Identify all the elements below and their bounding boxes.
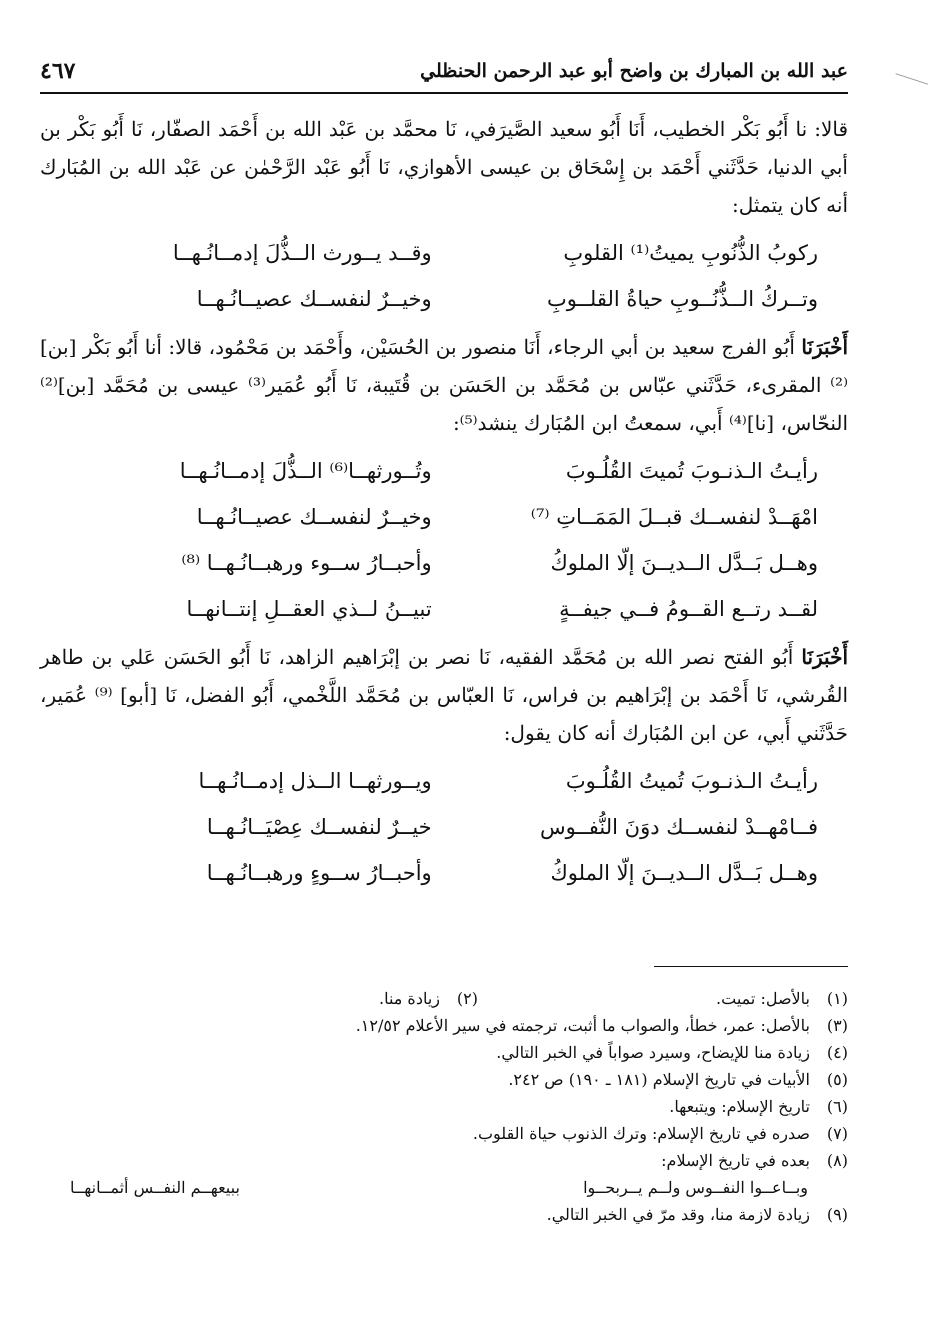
- footnotes: [40, 985, 848, 1228]
- verse: [40, 276, 848, 322]
- verse: [40, 448, 848, 494]
- akhbarana-keyword: أَخْبَرَنَا: [801, 645, 848, 669]
- footnote-number: (٥): [826, 1070, 848, 1089]
- footnote-1: [478, 985, 848, 1012]
- footnote-text: صدره في تاريخ الإسلام: وترك الذنوب حياة القلوب.: [472, 1124, 810, 1143]
- verse-second-hemistich: وخيــرٌ لنفســك عصيــانُـهــا: [196, 505, 432, 529]
- footnote-2: [379, 985, 478, 1012]
- verse-first-hemistich: ركوبُ الذُّنُوبِ يميتُ⁽¹⁾ القلوبِ: [563, 241, 818, 265]
- verse: [40, 850, 848, 896]
- footnote-9: [40, 1201, 848, 1228]
- paragraph-2-text: أَبُو الفرج سعيد بن أبي الرجاء، أَنَا منصور بن الحُسَيْن، وأَحْمَد بن مَحْمُود، قالا: أنا أَبُو بَكْر [بن]⁽²⁾ المقرىء، حَدَّثَني عبّاس بن مُحَمَّد بن الحَسَن بن قُتَيبة، نَا أَبُو عُمَير⁽³⁾ عيسى بن مُحَمَّد [بن]⁽²⁾ النحّاس، [نا]⁽⁴⁾ أَبي، سمعتُ ابن المُبَارك ينشد⁽⁵⁾:: [40, 335, 848, 435]
- verse-second-hemistich: وقــد يــورث الــذُّلَ إدمــانُـهــا: [172, 241, 432, 265]
- poem-2: [40, 448, 848, 632]
- verse-first-hemistich: امْهَــدْ لنفســك قبــلَ المَمَــاتِ ⁽⁷⁾: [530, 505, 818, 529]
- paragraph-3-text: أَبُو الفتح نصر الله بن مُحَمَّد الفقيه، نَا نصر بن إبْرَاهيم الزاهد، نَا أَبُو الحَسَن عَلي بن طاهر القُرشي، نَا أَحْمَد بن إبْرَاهيم بن فراس، نَا العبّاس بن مُحَمَّد اللَّخْمي، أَبُو الفضل، نَا [أبو] ⁽⁹⁾ عُمَير، حَدَّثَني أَبي، عن ابن المُبَارك أنه كان يقول:: [40, 645, 848, 745]
- verse-first-hemistich: وبــاعــوا النفــوس ولــم يــربحــوا: [583, 1178, 808, 1197]
- footnote-text: الأبيات في تاريخ الإسلام (١٨١ ـ ١٩٠) ص ٢٤٢.: [508, 1070, 810, 1089]
- paragraph-2: [40, 328, 848, 442]
- footnote-text: زيادة منا للإيضاح، وسيرد صواباً في الخبر التالي.: [496, 1043, 810, 1062]
- footnote-number: (٤): [826, 1043, 848, 1062]
- main-text: [40, 110, 848, 902]
- verse-second-hemistich: ويــورثهــا الــذل إدمــانُـهــا: [198, 769, 432, 793]
- margin-mark: [890, 73, 928, 102]
- verse-second-hemistich: وأحبــارُ ســوء ورهبــانُـهــا ⁽⁸⁾: [181, 551, 432, 575]
- footnote-7: [40, 1120, 848, 1147]
- poem-1: [40, 230, 848, 322]
- footnote-6: [40, 1093, 848, 1120]
- paragraph-1: قالا: نا أَبُو بَكْر الخطيب، أَنَا أَبُو سعيد الصَّيرَفي، نَا محمَّد بن عَبْد الله بن أَحْمَد الصفّار، نَا أَبُو بَكْر بن أبي الدنيا، حَدَّثَني أَحْمَد بن إِسْحَاق بن عيسى الأهوازي، نَا أَبُو عَبْد الرَّحْمٰن عن عَبْد الله بن المُبَارك أنه كان يتمثل:: [40, 117, 848, 217]
- verse-second-hemistich: تبيــنُ لــذي العقــلِ إنتــانهــا: [186, 597, 432, 621]
- footnote-text: بالأصل: عمر، خطأ، والصواب ما أثبت، ترجمته في سير الأعلام ١٢/٥٢.: [355, 1016, 810, 1035]
- verse-second-hemistich: خيــرٌ لنفســك عِصْيَــانُـهــا: [206, 815, 432, 839]
- footnote-text: بعده في تاريخ الإسلام:: [661, 1151, 810, 1170]
- footnote-8-verse: [40, 1174, 848, 1201]
- footnote-number: (٨): [826, 1151, 848, 1170]
- footnote-5: [40, 1066, 848, 1093]
- footnote-separator: [654, 966, 848, 967]
- footnote-number: (٩): [826, 1205, 848, 1224]
- footnote-3: [40, 1012, 848, 1039]
- verse: [40, 230, 848, 276]
- verse-second-hemistich: وخيــرٌ لنفســك عصيــانُـهــا: [196, 287, 432, 311]
- page-number: ٤٦٧: [40, 58, 76, 84]
- verse-second-hemistich: ببيعهــم النفــس أثمــانهــا: [70, 1178, 240, 1197]
- verse: [40, 494, 848, 540]
- footnote-text: زيادة لازمة منا، وقد مرّ في الخبر التالي.: [546, 1205, 810, 1224]
- verse-first-hemistich: فــامْهــدْ لنفســك دوَنَ النُّفــوس: [539, 815, 818, 839]
- footnote-number: (١): [826, 989, 848, 1008]
- verse-first-hemistich: رأيـتُ الـذنـوبَ تُميتُ القُلُـوبَ: [565, 769, 818, 793]
- footnote-8: [40, 1147, 848, 1174]
- footnote-number: (٦): [826, 1097, 848, 1116]
- akhbarana-keyword: أَخْبَرَنَا: [801, 335, 849, 359]
- poem-3: [40, 758, 848, 896]
- verse: [40, 540, 848, 586]
- footnote-number: (٧): [826, 1124, 848, 1143]
- verse: [40, 758, 848, 804]
- verse: [40, 586, 848, 632]
- verse-first-hemistich: لقــد رتــع القــومُ فــي جيفــةٍ: [559, 597, 818, 621]
- verse-second-hemistich: وأحبــارُ ســوءٍ ورهبــانُـهــا: [206, 861, 432, 885]
- verse-second-hemistich: وتُــورثهــا⁽⁶⁾ الــذُّلَ إدمــانُـهــا: [179, 459, 432, 483]
- footnote-text: بالأصل: تميت.: [716, 989, 810, 1008]
- footnote-number: (٣): [826, 1016, 848, 1035]
- paragraph-3: [40, 638, 848, 752]
- footnote-text: زيادة منا.: [378, 989, 440, 1008]
- footnote-4: [40, 1039, 848, 1066]
- verse-first-hemistich: وهــل بَــدَّل الــديــنَ إلّا الملوكُ: [550, 551, 818, 575]
- verse-first-hemistich: وتــركُ الــذُّنُــوبِ حياةُ القلــوبِ: [547, 287, 818, 311]
- running-header: [40, 56, 848, 94]
- footnote-number: (٢): [456, 989, 478, 1008]
- footnote-row: [40, 985, 848, 1012]
- verse-first-hemistich: وهــل بَــدَّل الــديــنَ إلّا الملوكُ: [550, 861, 818, 885]
- verse: [40, 804, 848, 850]
- verse-first-hemistich: رأيـتُ الـذنـوبَ تُميتَ القُلُـوبَ: [565, 459, 818, 483]
- footnote-text: تاريخ الإسلام: ويتبعها.: [669, 1097, 810, 1116]
- header-title: عبد الله بن المبارك بن واضح أبو عبد الرحمن الحنظلي: [420, 60, 848, 82]
